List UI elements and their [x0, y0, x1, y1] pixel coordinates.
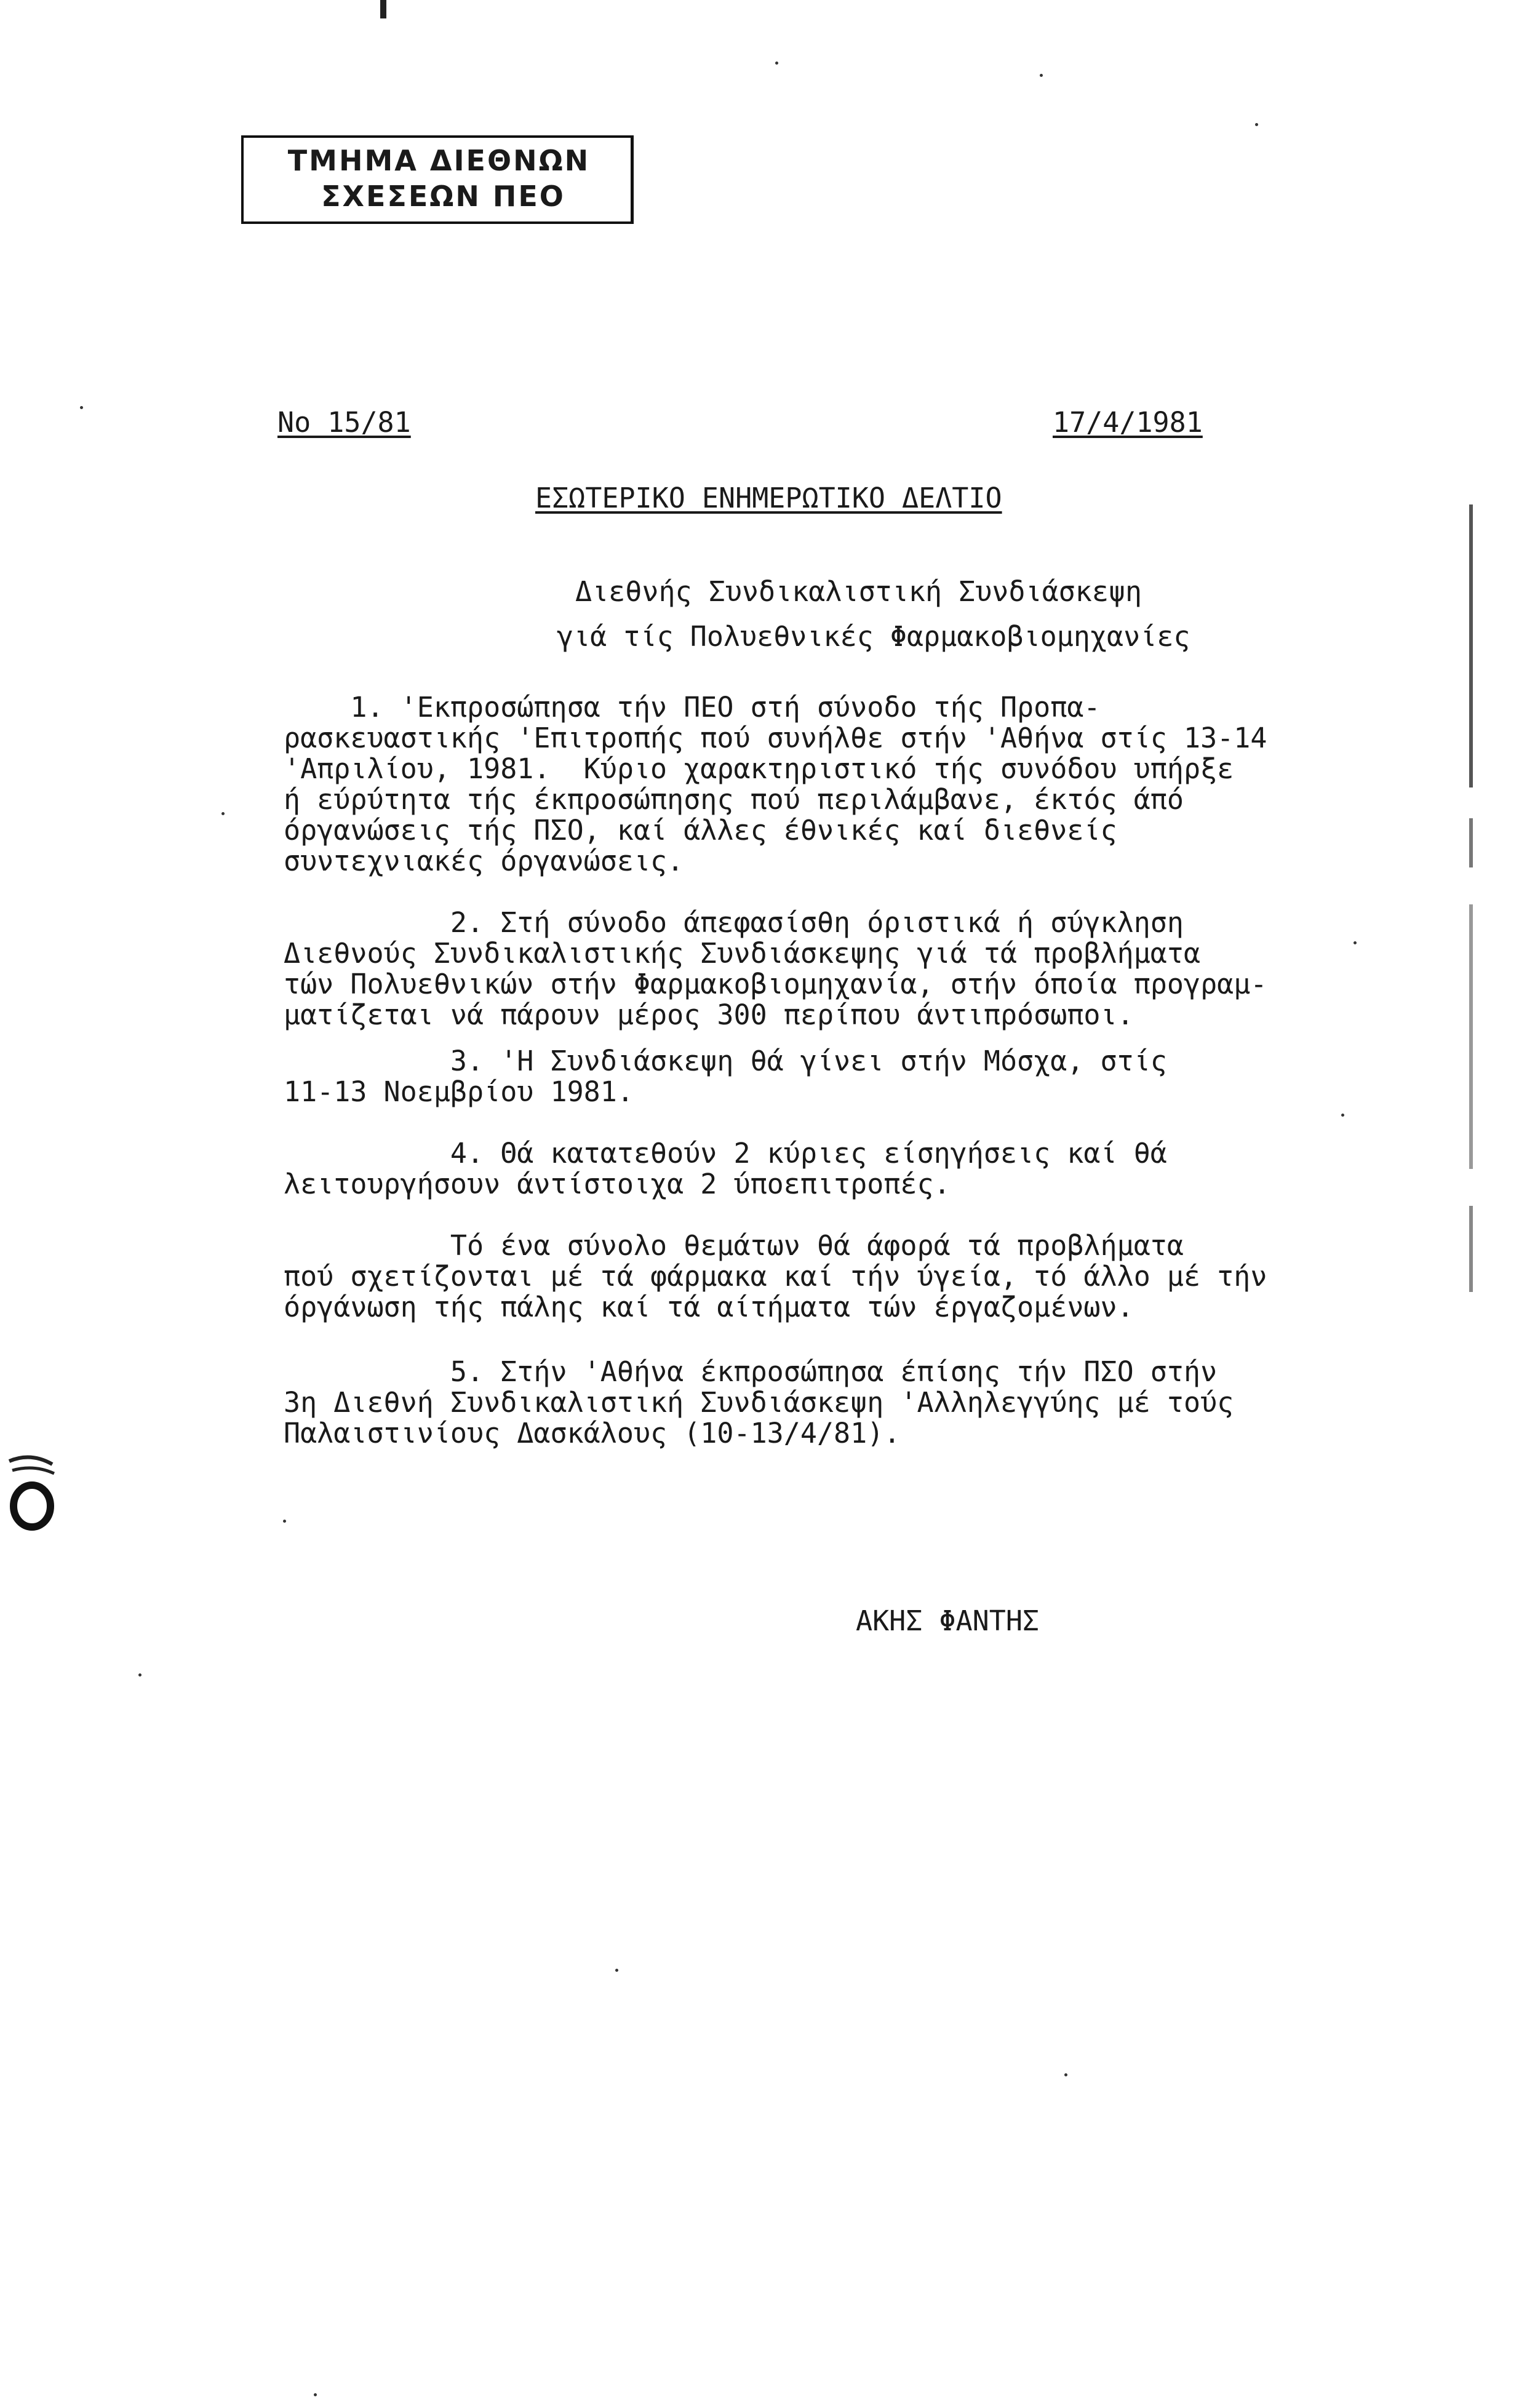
subtitle-line-2: γιά τίς Πολυεθνικές Φαρμακοβιομηχανίες	[557, 620, 1190, 653]
department-stamp	[241, 135, 634, 224]
scan-edge-line	[1469, 1206, 1473, 1292]
scan-edge-line	[1469, 504, 1473, 787]
scan-speck	[1354, 941, 1357, 944]
paragraph-4-line: 4. Θά κατατεθούν 2 κύριες είσηγήσεις καί θά	[284, 1137, 1167, 1170]
paragraph-4-line: λειτουργήσουν άντίστοιχα 2 ύποεπιτροπές.	[284, 1168, 951, 1200]
scan-edge-line	[1469, 904, 1473, 1169]
paragraph-6-line: 5. Στήν 'Αθήνα έκπροσώπησα έπίσης τήν ΠΣΟ στήν	[284, 1355, 1218, 1388]
paragraph-3-line: 11-13 Νοεμβρίου 1981.	[284, 1075, 634, 1108]
scan-speck	[221, 812, 225, 815]
scan-speck	[1064, 2073, 1067, 2076]
scan-speck	[1341, 1114, 1344, 1117]
scan-speck	[1255, 123, 1258, 126]
paragraph-1-line: συντεχνιακές όργανώσεις.	[284, 845, 684, 877]
scan-edge-line	[1469, 818, 1473, 867]
paragraph-1-line: ή εύρύτητα τής έκπροσώπησης πού περιλάμβανε, έκτός άπό	[284, 783, 1184, 816]
top-ink-mark	[380, 0, 386, 18]
paragraph-2-line: 2. Στή σύνοδο άπεφασίσθη όριστικά ή σύγκληση	[284, 906, 1184, 939]
subtitle-line-1: Διεθνής Συνδικαλιστική Συνδιάσκεψη	[575, 575, 1142, 608]
scan-speck	[1040, 74, 1043, 77]
paragraph-6-line: 3η Διεθνή Συνδικαλιστική Συνδιάσκεψη 'Αλληλεγγύης μέ τούς	[284, 1386, 1234, 1419]
scan-speck	[615, 1969, 618, 1972]
paragraph-6-line: Παλαιστινίους Δασκάλους (10-13/4/81).	[284, 1417, 901, 1449]
paragraph-5-line: όργάνωση τής πάλης καί τά αίτήματα τών έργαζομένων.	[284, 1291, 1134, 1323]
scan-speck	[138, 1673, 142, 1676]
stamp-line-1: ΤΜΗΜΑ ΔΙΕΘΝΩΝ	[287, 144, 591, 177]
bulletin-number: No 15/81	[277, 406, 411, 439]
paragraph-2-line: Διεθνούς Συνδικαλιστικής Συνδιάσκεψης γιά τά προβλήματα	[284, 937, 1201, 970]
stamp-line-2: ΣΧΕΣΕΩΝ ΠΕΟ	[321, 180, 565, 213]
paragraph-5-line: πού σχετίζονται μέ τά φάρμακα καί τήν ύγεία, τό άλλο μέ τήν	[284, 1260, 1267, 1293]
document-title: ΕΣΩΤΕΡΙΚΟ ΕΝΗΜΕΡΩΤΙΚΟ ΔΕΛΤΙΟ	[535, 482, 1002, 514]
scan-speck	[775, 62, 778, 65]
paragraph-1-line: 1. 'Εκπροσώπησα τήν ΠΕΟ στή σύνοδο τής Προπα-	[284, 691, 1101, 724]
paragraph-1-line: 'Απριλίου, 1981. Κύριο χαρακτηριστικό τής συνόδου υπήρξε	[284, 752, 1234, 785]
scan-speck	[80, 406, 83, 409]
paragraph-1-line: ρασκευαστικής 'Επιτροπής πού συνήλθε στήν 'Αθήνα στίς 13-14	[284, 722, 1267, 754]
bulletin-date: 17/4/1981	[1053, 406, 1203, 439]
scan-speck	[314, 2393, 317, 2396]
paragraph-5-line: Τό ένα σύνολο θεμάτων θά άφορά τά προβλήματα	[284, 1229, 1184, 1262]
scan-speck	[283, 1520, 286, 1523]
paragraph-3-line: 3. 'Η Συνδιάσκεψη θά γίνει στήν Μόσχα, στίς	[284, 1045, 1167, 1077]
paragraph-2-line: τών Πολυεθνικών στήν Φαρμακοβιομηχανία, στήν όποία προγραμ-	[284, 968, 1267, 1000]
signature-name: ΑΚΗΣ ΦΑΝΤΗΣ	[856, 1605, 1040, 1637]
margin-ink-mark	[0, 1446, 62, 1532]
paragraph-2-line: ματίζεται νά πάρουν μέρος 300 περίπου άντιπρόσωποι.	[284, 999, 1134, 1031]
paragraph-1-line: όργανώσεις τής ΠΣΟ, καί άλλες έθνικές καί διεθνείς	[284, 814, 1117, 847]
